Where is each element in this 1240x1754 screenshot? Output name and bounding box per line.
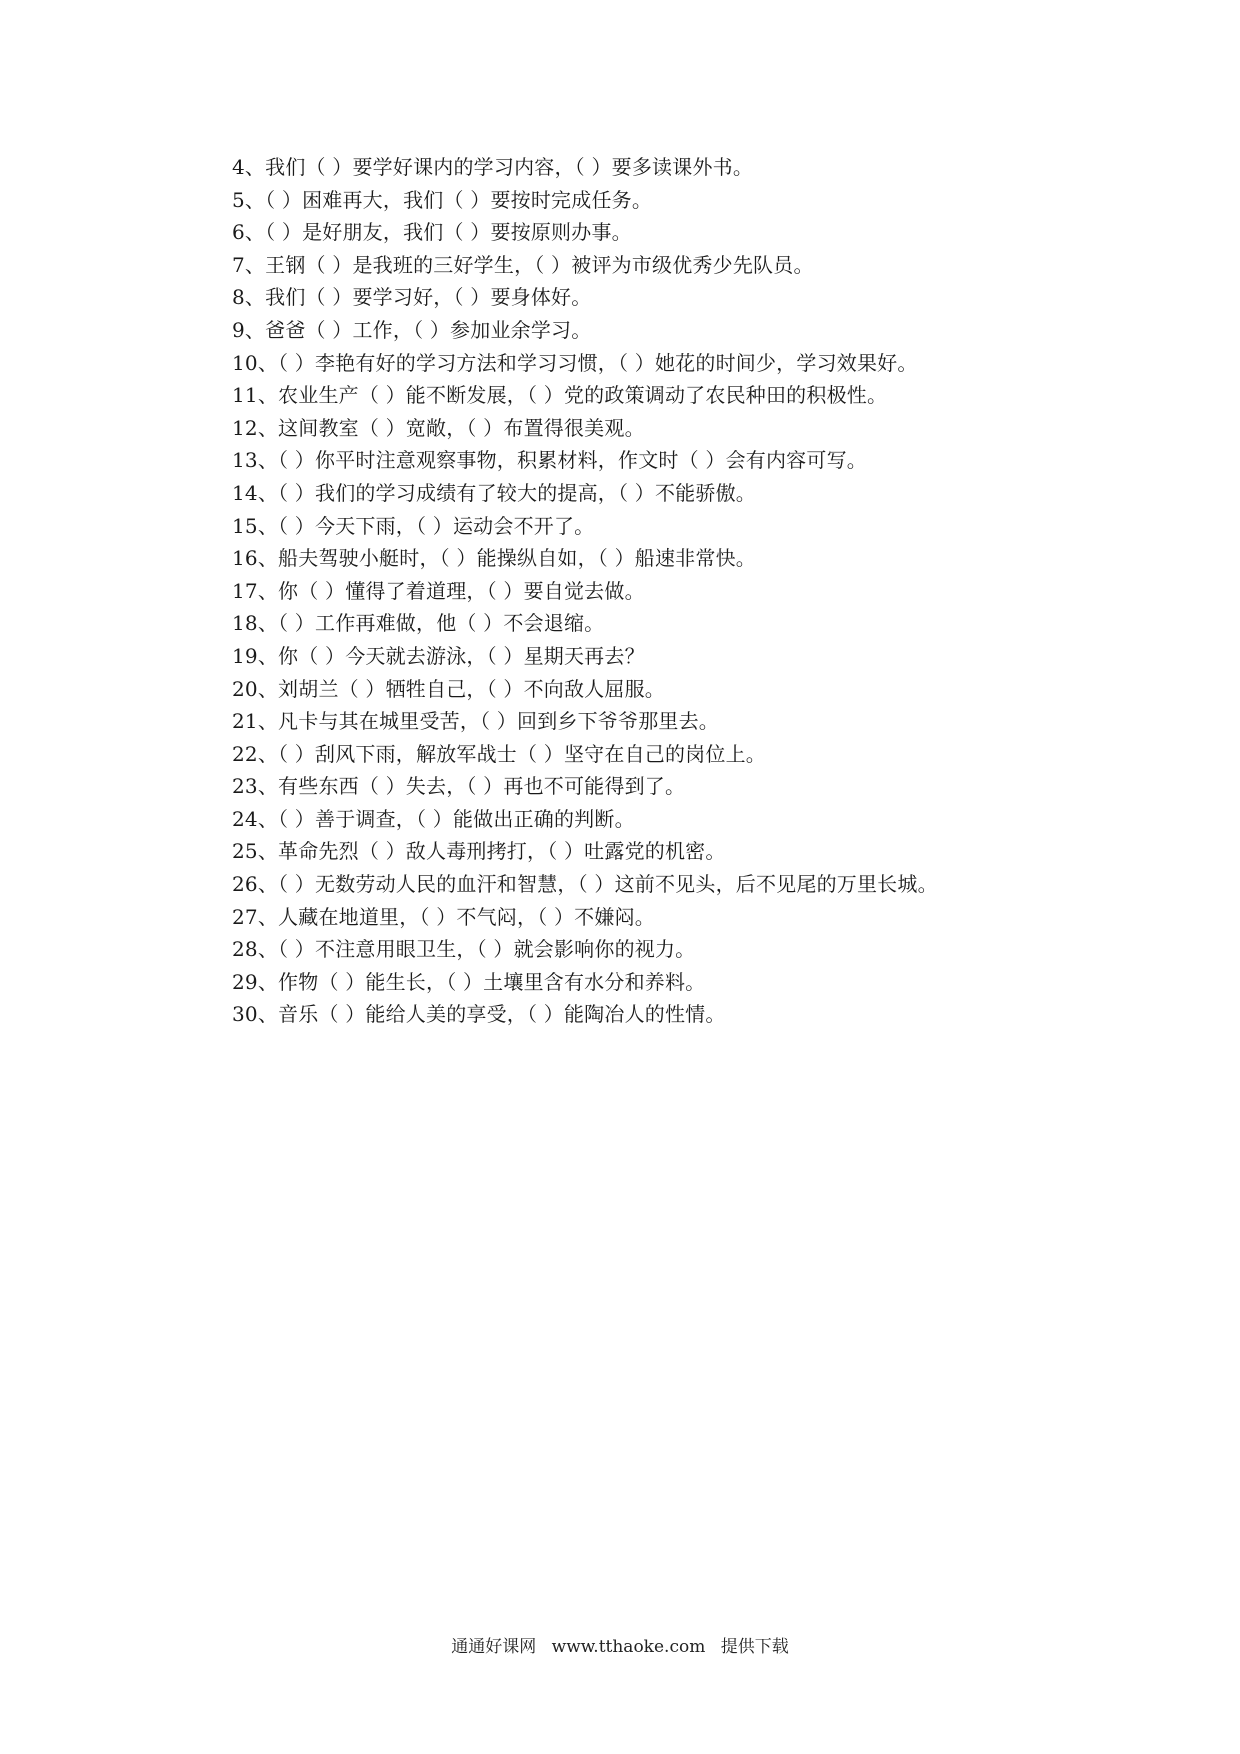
footer-url: www.tthaoke.com [551, 1637, 706, 1657]
exercise-item: 7、王钢（ ）是我班的三好学生，（ ）被评为市级优秀少先队员。 [232, 252, 814, 277]
exercise-item: 10、（ ）李艳有好的学习方法和学习习惯，（ ）她花的时间少，学习效果好。 [232, 350, 918, 375]
exercise-item: 4、我们（ ）要学好课内的学习内容，（ ）要多读课外书。 [232, 155, 754, 179]
exercise-item: 20、刘胡兰（ ）牺牲自己，（ ）不向敌人屈服。 [232, 676, 665, 701]
exercise-item: 16、船夫驾驶小艇时，（ ）能操纵自如，（ ）船速非常快。 [232, 546, 756, 571]
exercise-item: 15、（ ）今天下雨，（ ）运动会不开了。 [232, 513, 595, 538]
exercise-item: 29、作物（ ）能生长，（ ）土壤里含有水分和养料。 [232, 969, 706, 994]
exercise-item: 11、农业生产（ ）能不断发展，（ ）党的政策调动了农民种田的积极性。 [232, 383, 888, 408]
exercise-item: 5、（ ）困难再大，我们（ ）要按时完成任务。 [232, 187, 653, 212]
exercise-item: 30、音乐（ ）能给人美的享受，（ ）能陶冶人的性情。 [232, 1002, 726, 1027]
exercise-item: 12、这间教室（ ）宽敞，（ ）布置得很美观。 [232, 415, 645, 440]
exercise-item: 9、爸爸（ ）工作，（ ）参加业余学习。 [232, 317, 592, 342]
footer-note: 提供下载 [720, 1637, 789, 1657]
exercise-item: 23、有些东西（ ）失去，（ ）再也不可能得到了。 [232, 774, 686, 799]
exercise-item: 26、（ ）无数劳动人民的血汗和智慧，（ ）这前不见头，后不见尾的万里长城。 [232, 872, 938, 897]
page-footer [0, 1632, 1240, 1657]
exercise-item: 14、（ ）我们的学习成绩有了较大的提高，（ ）不能骄傲。 [232, 480, 756, 505]
exercise-item: 27、人藏在地道里，（ ）不气闷，（ ）不嫌闷。 [232, 904, 655, 929]
exercise-item: 6、（ ）是好朋友，我们（ ）要按原则办事。 [232, 220, 632, 245]
footer-site-name: 通通好课网 [451, 1637, 537, 1657]
exercise-item: 25、革命先烈（ ）敌人毒刑拷打，（ ）吐露党的机密。 [232, 839, 726, 864]
exercise-item: 22、（ ）刮风下雨，解放军战士（ ）坚守在自己的岗位上。 [232, 741, 766, 766]
exercise-item: 21、凡卡与其在城里受苦，（ ）回到乡下爷爷那里去。 [232, 709, 720, 734]
exercise-item: 18、（ ）工作再难做，他（ ）不会退缩。 [232, 611, 605, 636]
exercise-item: 17、你（ ）懂得了着道理，（ ）要自觉去做。 [232, 578, 645, 603]
exercise-item: 8、我们（ ）要学习好，（ ）要身体好。 [232, 285, 592, 310]
exercise-item: 13、（ ）你平时注意观察事物，积累材料，作文时（ ）会有内容可写。 [232, 448, 867, 473]
exercise-item: 24、（ ）善于调查，（ ）能做出正确的判断。 [232, 806, 635, 831]
exercise-list [232, 151, 1112, 1031]
exercise-item: 19、你（ ）今天就去游泳，（ ）星期天再去？ [232, 643, 645, 668]
exercise-item: 28、（ ）不注意用眼卫生，（ ）就会影响你的视力。 [232, 937, 696, 962]
